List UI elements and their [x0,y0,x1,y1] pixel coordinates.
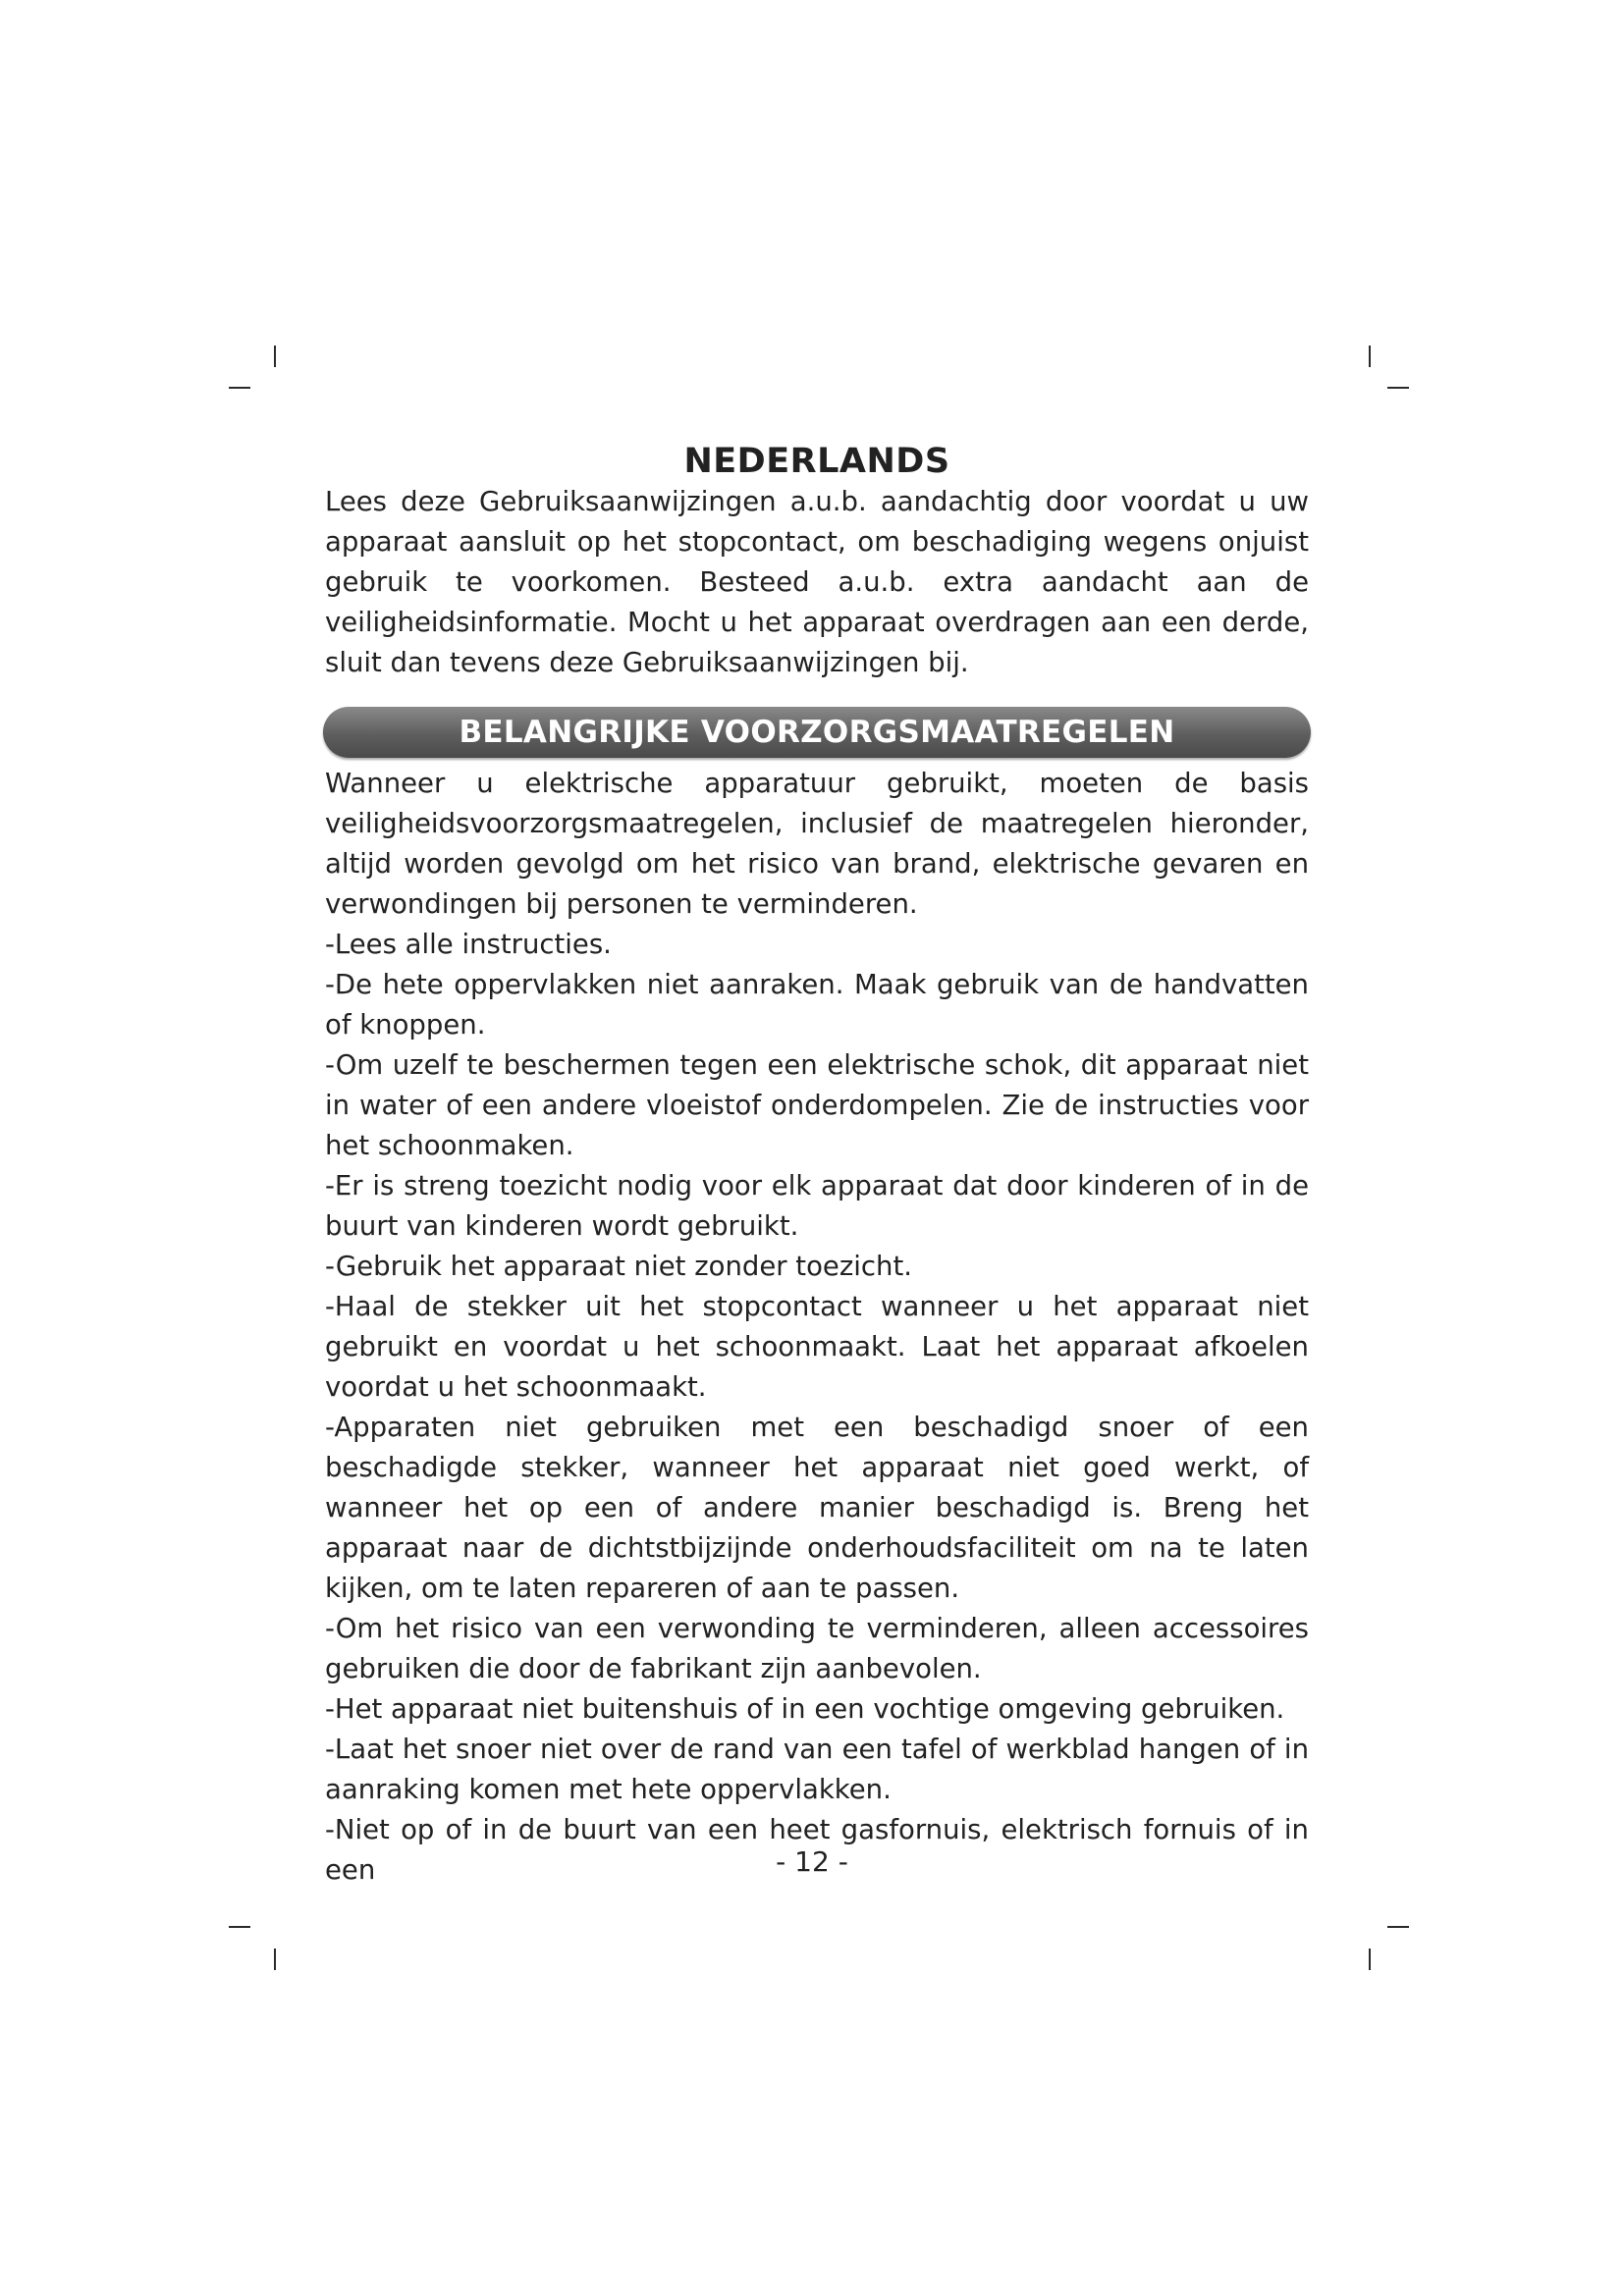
page-number: - 12 - [776,1845,848,1878]
crop-mark-top-left-vertical [274,346,276,367]
crop-mark-bottom-left-vertical [274,1949,276,1970]
list-item: -Niet op of in de buurt van een heet gasfornuis, elektrisch fornuis of in een [325,1814,1309,1886]
list-item: -De hete oppervlakken niet aanraken. Maak gebruik van de handvatten of knoppen. [325,969,1309,1041]
list-item: -Gebruik het apparaat niet zonder toezicht. [325,1251,912,1282]
crop-mark-top-right-horizontal [1387,387,1409,389]
list-item: -Om het risico van een verwonding te verminderen, alleen accessoires gebruiken die door de fabrikant zijn aanbevolen. [325,1613,1309,1684]
list-item: -Haal de stekker uit het stopcontact wanneer u het apparaat niet gebruikt en voordat u het schoonmaakt. Laat het apparaat afkoelen voordat u het schoonmaakt. [325,1291,1309,1403]
crop-mark-bottom-right-horizontal [1387,1926,1409,1928]
list-item: -Het apparaat niet buitenshuis of in een vochtige omgeving gebruiken. [325,1693,1285,1725]
intro-paragraph: Lees deze Gebruiksaanwijzingen a.u.b. aandachtig door voordat u uw apparaat aansluit op het stopcontact, om beschadiging wegens onjuist gebruik te voorkomen. Besteed a.u.b. extra aandacht aan de veiligheidsinformatie. Mocht u het apparaat overdragen aan een derde, sluit dan tevens deze Gebruiksaanwijzingen bij. [325,486,1309,678]
safety-instructions [325,764,1309,1891]
list-item: -Lees alle instructies. [325,929,612,960]
section-heading-banner: BELANGRIJKE VOORZORGSMAATREGELEN [323,707,1311,758]
list-item: -Apparaten niet gebruiken met een beschadigd snoer of een beschadigde stekker, wanneer het apparaat niet goed werkt, of wanneer het op een of andere manier beschadigd is. Breng het apparaat naar de dichtstbijzijnde onderhoudsfaciliteit om na te laten kijken, om te laten repareren of aan te passen. [325,1412,1309,1604]
crop-mark-top-right-vertical [1369,346,1371,367]
list-item: -Laat het snoer niet over de rand van een tafel of werkblad hangen of in aanraking komen met hete oppervlakken. [325,1734,1309,1805]
section-intro-paragraph: Wanneer u elektrische apparatuur gebruikt, moeten de basis veiligheidsvoorzorgsmaatregelen, inclusief de maatregelen hieronder, altijd worden gevolgd om het risico van brand, elektrische gevaren en verwondingen bij personen te verminderen. [325,768,1309,920]
list-item: -Er is streng toezicht nodig voor elk apparaat dat door kinderen of in de buurt van kinderen wordt gebruikt. [325,1170,1309,1242]
list-item: -Om uzelf te beschermen tegen een elektrische schok, dit apparaat niet in water of een andere vloeistof onderdompelen. Zie de instructies voor het schoonmaken. [325,1049,1309,1161]
page-title: NEDERLANDS [683,442,950,481]
crop-mark-bottom-right-vertical [1369,1949,1371,1970]
crop-mark-bottom-left-horizontal [229,1926,250,1928]
crop-mark-top-left-horizontal [229,387,250,389]
